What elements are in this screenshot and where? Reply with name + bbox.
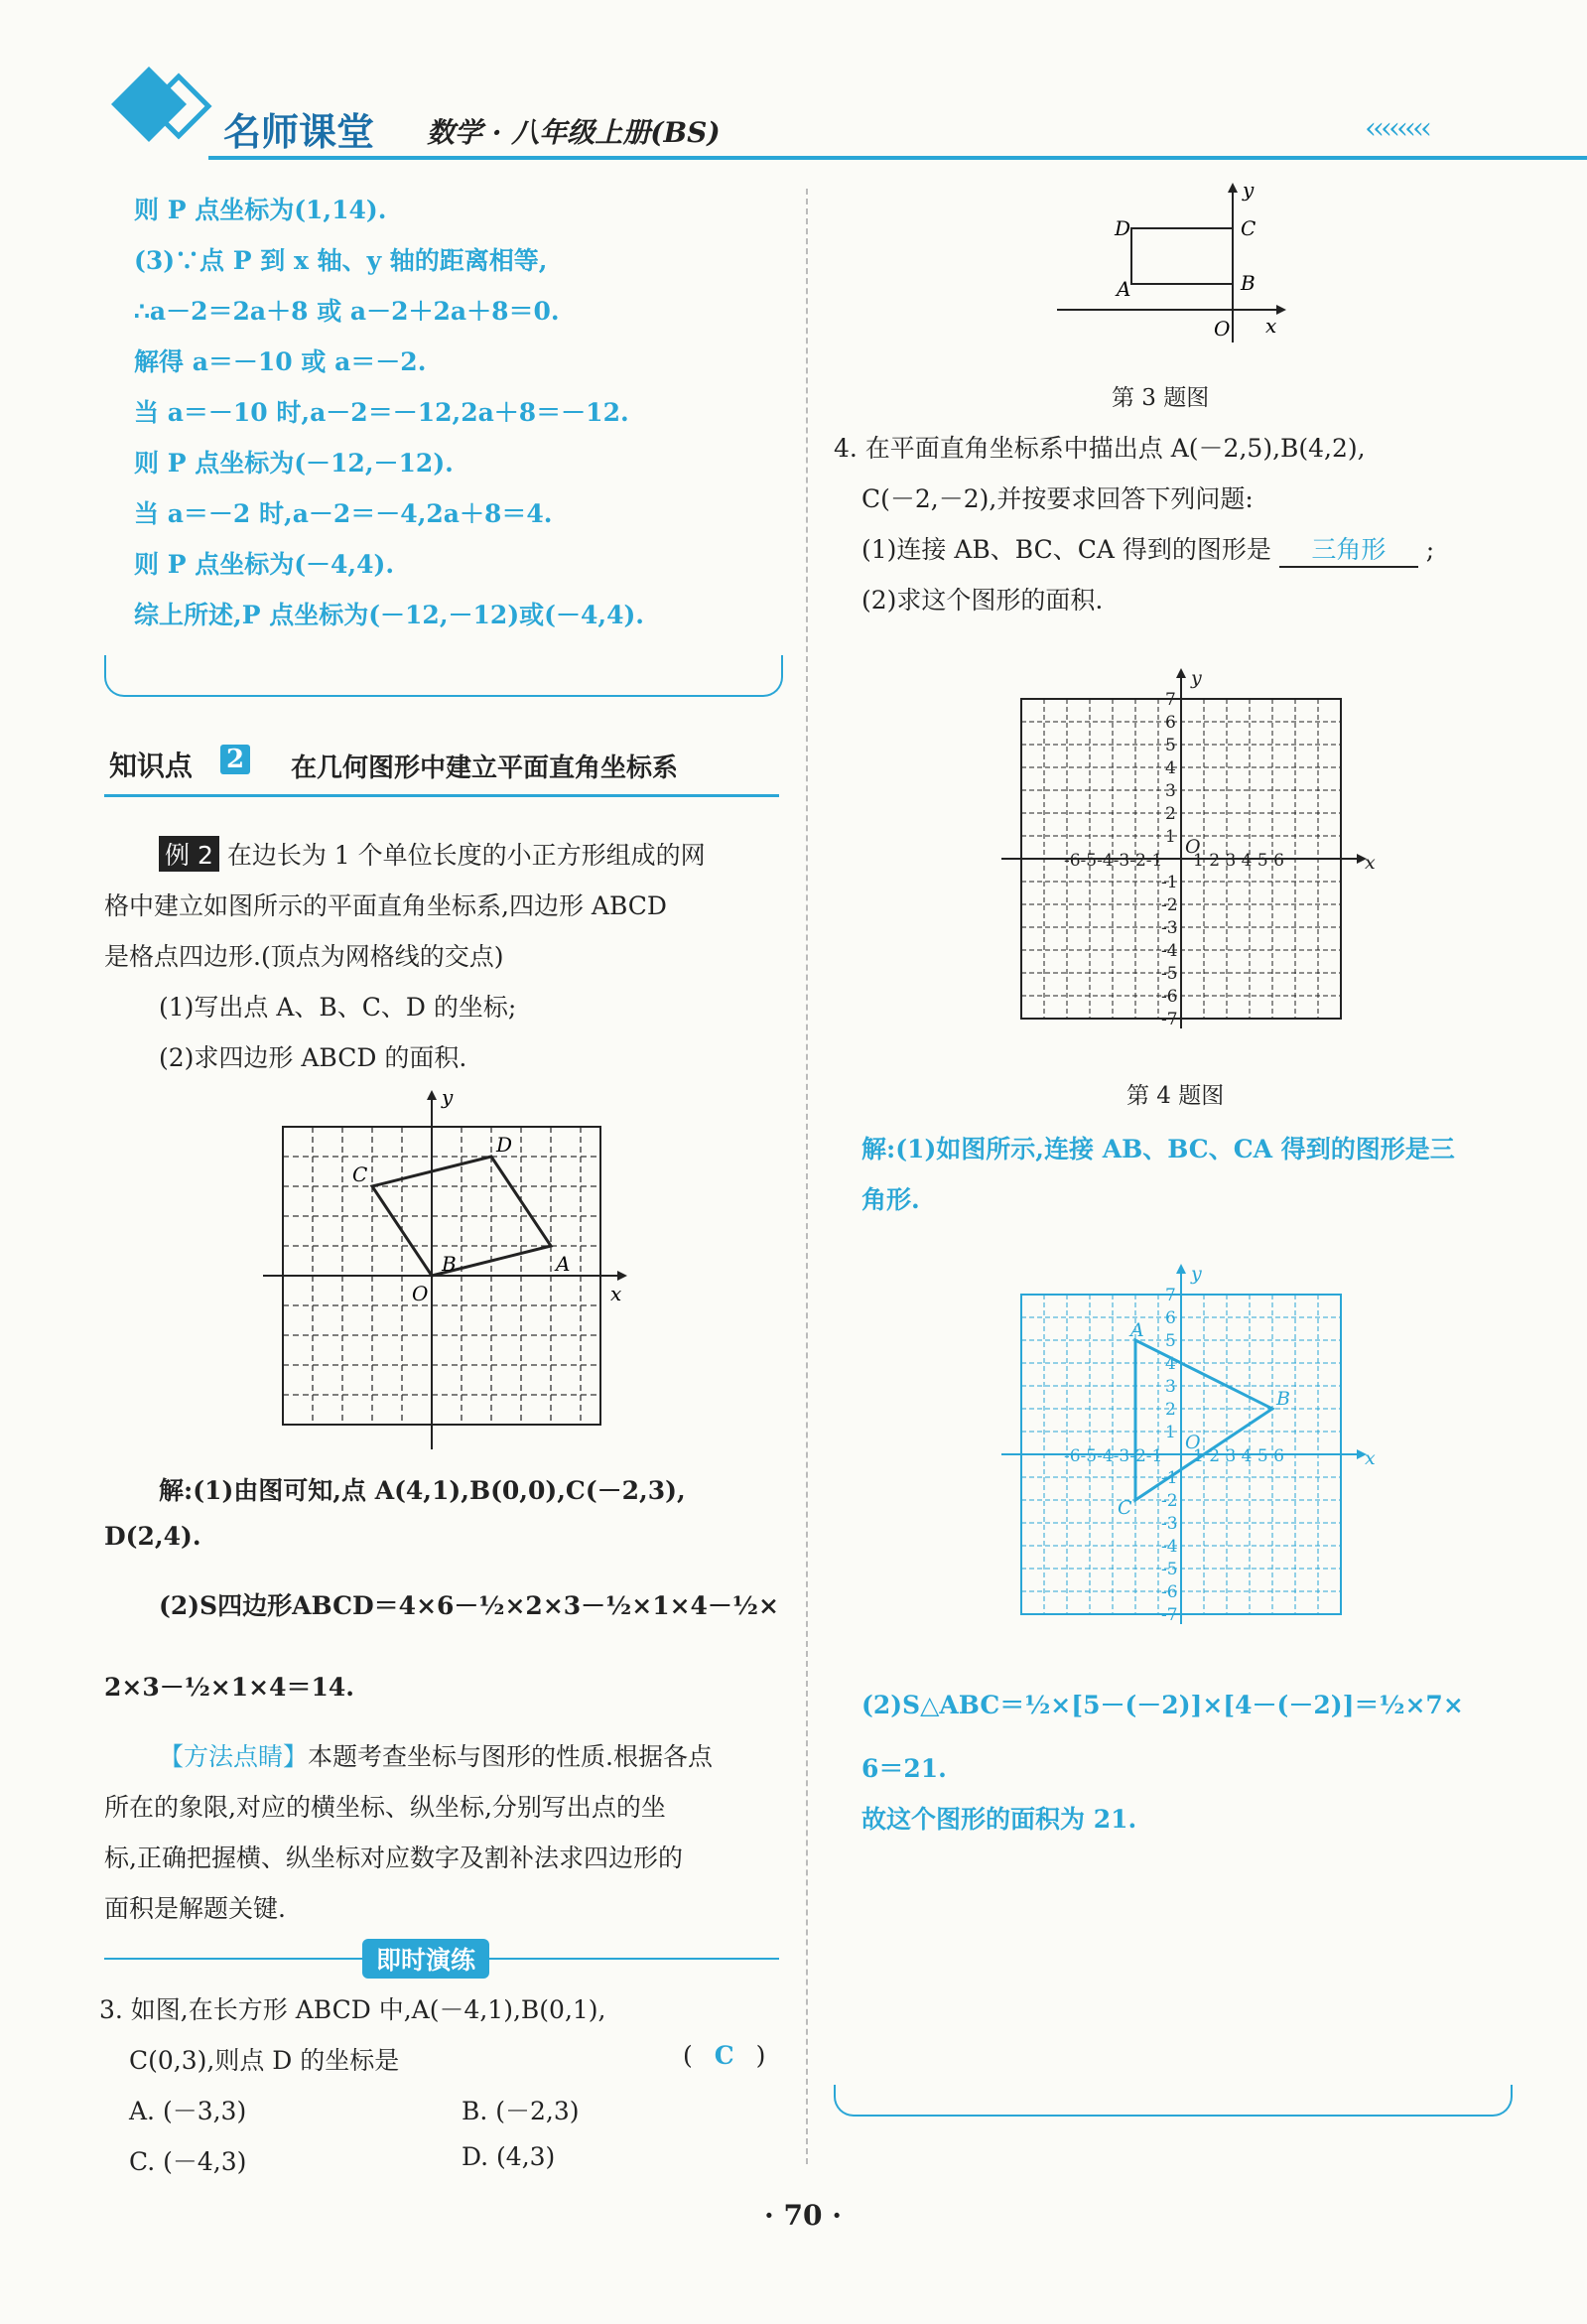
y-tick-label: -2 [1161, 1491, 1178, 1511]
q4-part1-text: (1)连接 AB、BC、CA 得到的图形是 [861, 535, 1271, 564]
fig3-label-x: x [1265, 314, 1277, 338]
y-tick-label: 3 [1165, 781, 1176, 801]
y-tick-label: 1 [1165, 827, 1176, 847]
y-axis-arrow [1176, 1264, 1186, 1274]
q4-solution-line: 角形. [861, 1185, 920, 1214]
y-tick-label: -1 [1161, 873, 1178, 892]
q3-option: D. (4,3) [462, 2142, 556, 2171]
header [109, 62, 1519, 161]
triangle-label-b: B [1276, 1388, 1290, 1410]
grid-label-y: y [1191, 1263, 1202, 1285]
x-tick-labels-neg: -6-5-4-3-2-1 [1064, 1446, 1163, 1466]
example-line [159, 836, 706, 872]
x-tick-labels-pos: 1 2 3 4 5 6 [1193, 851, 1284, 871]
y-axis-arrow [1176, 668, 1186, 678]
y-tick-label: -6 [1161, 1582, 1178, 1602]
triangle-label-c: C [1118, 1497, 1132, 1519]
q4-solution-line: (2)S△ABC＝½×[5－(－2)]×[4－(－2)]＝½×7× [861, 1691, 1464, 1719]
example-solution-line: 解:(1)由图可知,点 A(4,1),B(0,0),C(－2,3), [159, 1476, 686, 1505]
method-line: 标,正确把握横、纵坐标对应数字及割补法求四边形的 [104, 1844, 683, 1872]
example-solution-line: D(2,4). [104, 1522, 201, 1551]
y-tick-label: -6 [1161, 987, 1178, 1007]
fig-label-c: C [352, 1162, 368, 1186]
q3-line: C(0,3),则点 D 的坐标是 [129, 2046, 400, 2075]
fig-label-x: x [610, 1282, 622, 1305]
column-divider [806, 189, 808, 2164]
q4-solution-line: 解:(1)如图所示,连接 AB、BC、CA 得到的图形是三 [861, 1135, 1455, 1163]
y-tick-label: 7 [1165, 690, 1176, 710]
example-solution-line: (2)S四边形ABCD＝4×6－½×2×3－½×1×4－½× [159, 1591, 779, 1620]
fig3-label-c: C [1241, 216, 1256, 240]
y-tick-label: -1 [1161, 1468, 1178, 1488]
y-tick-label: 3 [1165, 1377, 1176, 1397]
x-tick-labels-pos: 1 2 3 4 5 6 [1193, 1446, 1284, 1466]
y-tick-label: 6 [1165, 1308, 1176, 1328]
grid-label-o: O [1185, 836, 1201, 858]
q4-part2: (2)求这个图形的面积. [861, 586, 1104, 615]
y-tick-label: 5 [1165, 736, 1176, 755]
q3-answer-bracket [683, 2041, 765, 2070]
q4-solution-line: 故这个图形的面积为 21. [861, 1805, 1137, 1834]
y-tick-label: -4 [1161, 1537, 1178, 1557]
example-line: 格中建立如图所示的平面直角坐标系,四边形 ABCD [104, 891, 667, 920]
fig3-label-a: A [1117, 277, 1131, 301]
q4-line: 4. 在平面直角坐标系中描出点 A(－2,5),B(4,2), [834, 434, 1366, 463]
fig-label-y: y [442, 1085, 454, 1109]
y-tick-label: 2 [1165, 804, 1176, 824]
solution-box-bottom [834, 2085, 1513, 2117]
fig3-label-y: y [1243, 179, 1255, 202]
bracket-close: ) [755, 2041, 766, 2070]
method-line [159, 1737, 713, 1773]
triangle-abc [1135, 1340, 1272, 1500]
solution-line: ∴a－2＝2a＋8 或 a－2＋2a＋8＝0. [134, 297, 560, 326]
q3-option: B. (－2,3) [462, 2097, 580, 2125]
solution-box-bottom [104, 655, 783, 697]
section-number: 2 [220, 745, 250, 774]
series-title: 名师课堂 [223, 110, 375, 154]
header-logo-icon [109, 62, 228, 161]
q4-solution-line: 6＝21. [861, 1754, 947, 1783]
y-tick-label: -3 [1161, 918, 1178, 938]
example-text: 在边长为 1 个单位长度的小正方形组成的网 [226, 841, 706, 870]
solution-figure [992, 1231, 1380, 1638]
y-tick-label: 2 [1165, 1400, 1176, 1420]
y-tick-label: -5 [1161, 964, 1178, 984]
example-figure [258, 1082, 635, 1454]
solution-line: 当 a＝－2 时,a－2＝－4,2a＋8＝4. [134, 499, 553, 528]
example-line: (1)写出点 A、B、C、D 的坐标; [159, 993, 517, 1022]
fig3-label-b: B [1241, 271, 1256, 295]
method-tag: 【方法点睛】 [159, 1742, 309, 1771]
y-tick-label: -3 [1161, 1514, 1178, 1534]
solution-line: 综上所述,P 点坐标为(－12,－12)或(－4,4). [134, 601, 645, 629]
header-rule [208, 156, 1587, 160]
q4-line: C(－2,－2),并按要求回答下列问题: [861, 484, 1254, 513]
solution-line: 则 P 点坐标为(－12,－12). [134, 449, 454, 478]
grid-label-o: O [1185, 1432, 1201, 1453]
solution-line: 则 P 点坐标为(1,14). [134, 196, 387, 224]
fig-label-a: A [556, 1252, 571, 1276]
practice-tag: 即时演练 [362, 1939, 489, 1979]
solution-line: 当 a＝－10 时,a－2＝－12,2a＋8＝－12. [134, 398, 629, 427]
method-text: 本题考查坐标与图形的性质.根据各点 [308, 1742, 713, 1771]
grid-label-y: y [1191, 667, 1202, 689]
section-label: 知识点 [109, 750, 194, 782]
q4-part1 [861, 530, 1434, 568]
y-tick-label: 1 [1165, 1423, 1176, 1442]
y-tick-label: 7 [1165, 1286, 1176, 1305]
fig3-caption: 第 3 题图 [1112, 385, 1210, 411]
y-tick-label: -5 [1161, 1560, 1178, 1579]
q3-line: 3. 如图,在长方形 ABCD 中,A(－4,1),B(0,1), [99, 1995, 606, 2024]
solution-line: 则 P 点坐标为(－4,4). [134, 550, 395, 579]
y-tick-label: -2 [1161, 895, 1178, 915]
y-tick-label: -7 [1161, 1010, 1178, 1029]
y-tick-label: -7 [1161, 1605, 1178, 1625]
fig-label-d: D [496, 1133, 513, 1157]
grid-label-x: x [1365, 1447, 1376, 1469]
q3-option: C. (－4,3) [129, 2147, 247, 2176]
y-tick-label: 4 [1165, 1354, 1176, 1374]
method-line: 所在的象限,对应的横坐标、纵坐标,分别写出点的坐 [104, 1793, 666, 1822]
fig-label-b: B [442, 1252, 457, 1276]
bracket-open: ( [683, 2041, 693, 2070]
figure-4-grid [992, 635, 1380, 1042]
method-line: 面积是解题关键. [104, 1894, 286, 1923]
solution-line: (3)∵点 P 到 x 轴、y 轴的距离相等, [134, 246, 548, 275]
chevron-decoration-icon: ‹‹‹‹‹‹‹‹ [1365, 111, 1428, 146]
grid-label-x: x [1365, 852, 1376, 874]
q3-option: A. (－3,3) [129, 2097, 247, 2125]
fig-label-o: O [412, 1282, 429, 1305]
x-tick-labels-neg: -6-5-4-3-2-1 [1064, 851, 1163, 871]
solution-line: 解得 a＝－10 或 a＝－2. [134, 347, 427, 376]
fig4-caption: 第 4 题图 [1126, 1083, 1225, 1109]
y-tick-label: 5 [1165, 1331, 1176, 1351]
q4-part1-answer: 三角形 [1279, 530, 1418, 568]
section-heading [104, 740, 779, 797]
example-tag: 例 2 [159, 836, 219, 872]
triangle-label-a: A [1130, 1319, 1144, 1341]
q4-part1-punct: ; [1425, 535, 1435, 564]
example-solution-line: 2×3－½×1×4＝14. [104, 1673, 354, 1702]
page-number: · 70 · [764, 2199, 842, 2232]
y-tick-label: -4 [1161, 941, 1178, 961]
fig3-label-o: O [1214, 317, 1231, 341]
y-tick-label: 4 [1165, 758, 1176, 778]
example-line: 是格点四边形.(顶点为网格线的交点) [104, 942, 504, 971]
q3-answer: C [714, 2041, 734, 2070]
y-tick-label: 6 [1165, 713, 1176, 733]
subject-title: 数学 · 八年级上册(BS) [427, 116, 721, 149]
example-line: (2)求四边形 ABCD 的面积. [159, 1043, 467, 1072]
figure-3 [1052, 179, 1300, 347]
fig3-label-d: D [1115, 216, 1131, 240]
section-title: 在几何图形中建立平面直角坐标系 [291, 753, 679, 783]
